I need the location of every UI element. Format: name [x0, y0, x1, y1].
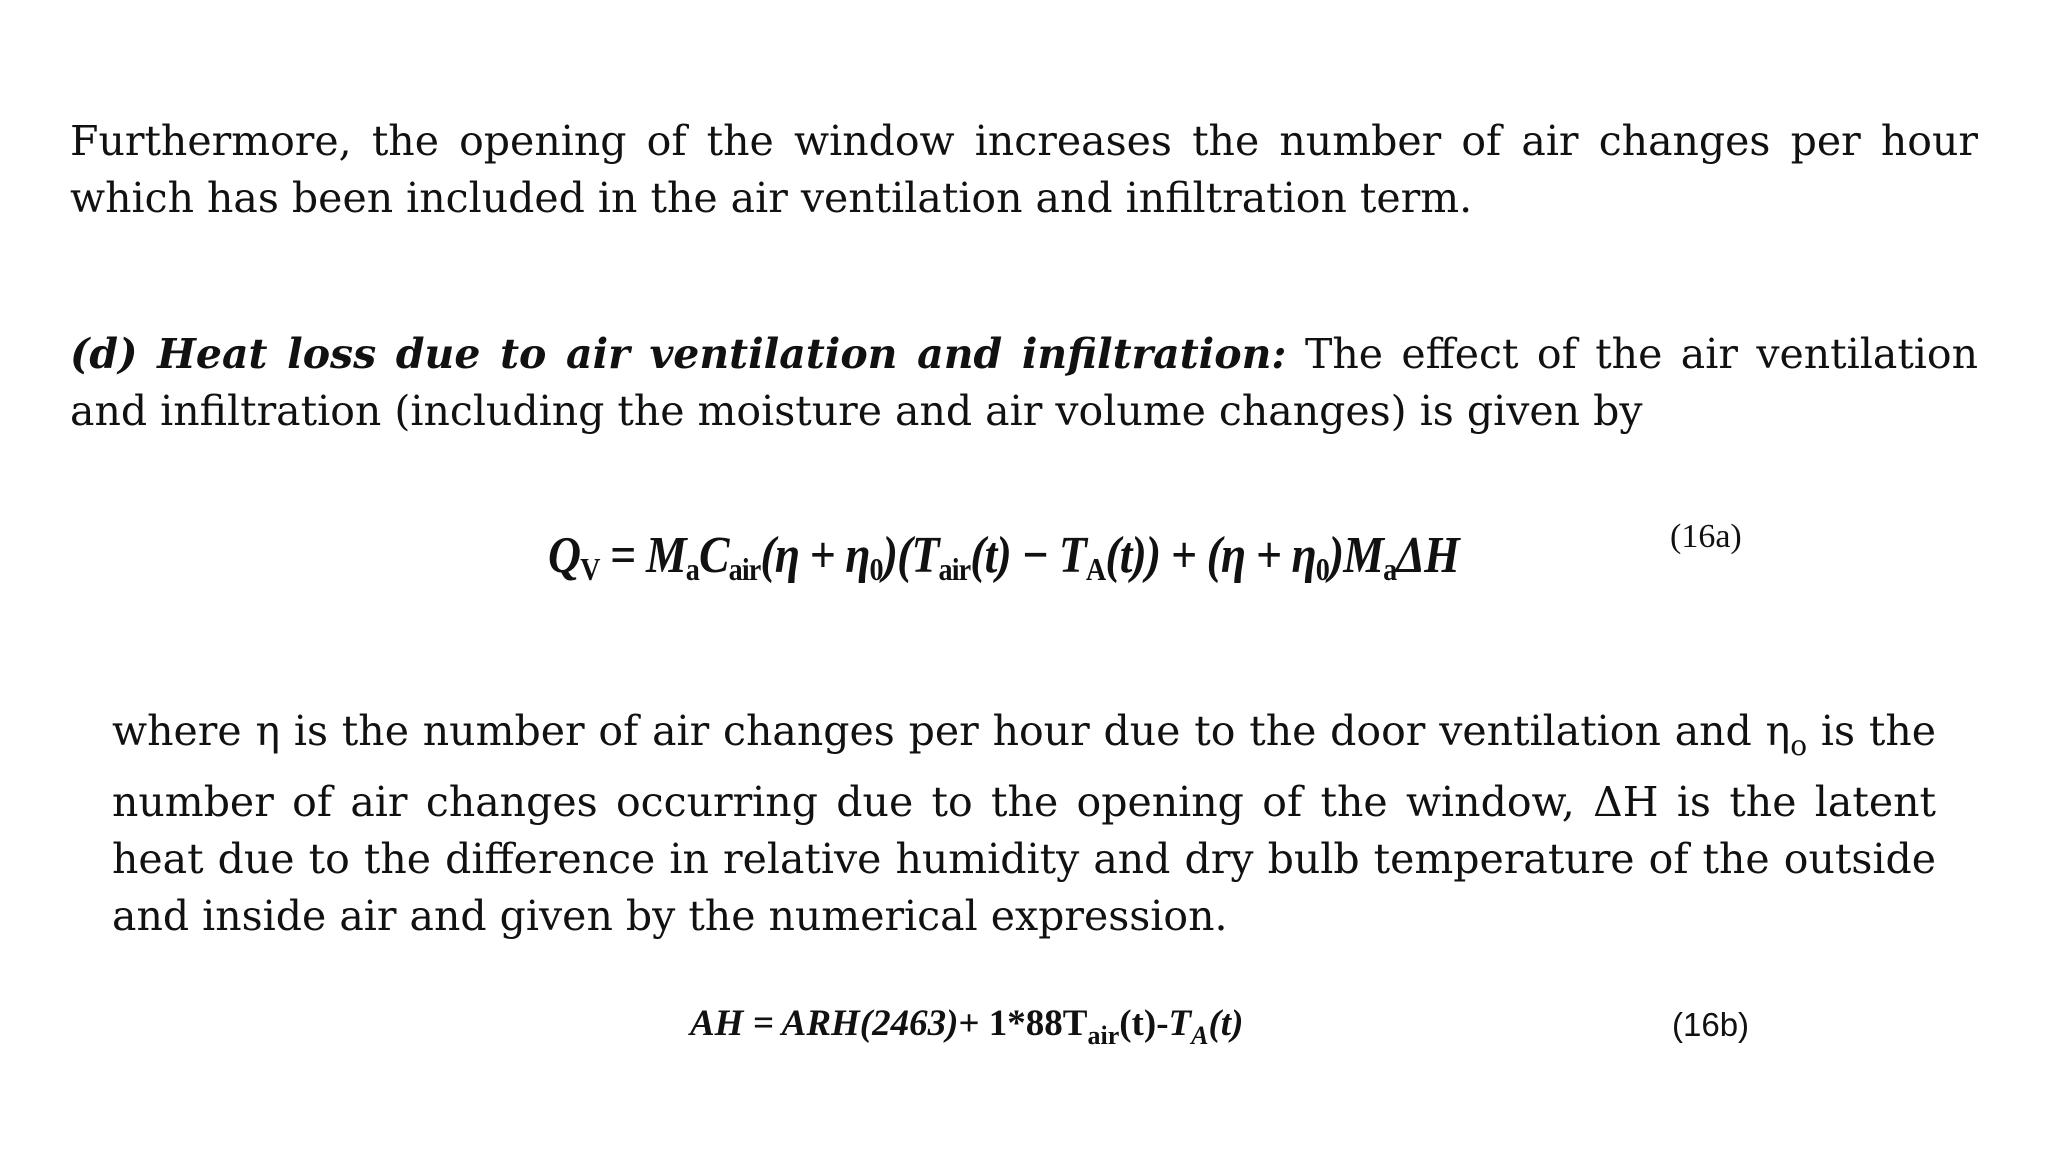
eq16b-arg: (t)- [1119, 1003, 1169, 1044]
eq-ta-arg: (t)) + (η + η [1105, 527, 1316, 584]
equation-16a [548, 526, 1459, 588]
eq-paren-2: ) [1328, 527, 1344, 584]
eq-ta-sub: A [1085, 551, 1106, 587]
eq-cair-sub: air [728, 551, 761, 587]
definition-text-1: where η is the number of air changes per hour due to the door ventilation and η [112, 707, 1791, 755]
eq-ma: M [645, 527, 686, 584]
eq-tair-arg: (t) − [970, 527, 1059, 584]
eq-eta0-sub: 0 [869, 551, 883, 587]
eq-ma-2: M [1343, 527, 1384, 584]
eq-tair: T [911, 527, 939, 584]
eq-eta-group: (η + η [760, 527, 870, 584]
heat-loss-paragraph [70, 326, 1978, 440]
eta-o-subscript: o [1790, 729, 1808, 762]
eq-qv: Q [548, 527, 581, 584]
definition-text-2: is the number of air changes occurring due to the opening of the window, ΔH is the latent heat due to the difference in relative humidity and dry bulb temperature of the outside and inside air and given by the numerical expression. [112, 707, 1936, 940]
eq-equals: = [599, 527, 646, 584]
eq-cair: C [698, 527, 729, 584]
eq16b-ta: T [1168, 1003, 1192, 1044]
equation-16b [690, 1002, 1243, 1051]
eq16b-a-sub: A [1191, 1021, 1209, 1050]
eq-eta0-sub-2: 0 [1315, 551, 1329, 587]
equation-number-16b: (16b) [1672, 1006, 1750, 1043]
intro-paragraph [70, 113, 1978, 227]
equation-number-16a: (16a) [1670, 518, 1742, 555]
intro-text: Furthermore, the opening of the window increases the number of air changes per hour which has been included in the air ventilation and infiltration term. [70, 117, 1978, 222]
eq16b-ta-arg: (t) [1208, 1003, 1244, 1044]
eq-delta-h: ΔH [1396, 527, 1459, 584]
eq-qv-sub: V [580, 551, 600, 587]
section-heading: (d) Heat loss due to air ventilation and infiltration: [70, 330, 1287, 378]
eq-ma-sub: a [685, 551, 699, 587]
eq-paren: )( [882, 527, 912, 584]
eq-ma-sub-2: a [1383, 551, 1397, 587]
eq16b-lhs: AH = ARH(2463) [690, 1003, 959, 1044]
definition-paragraph [112, 703, 1936, 945]
eq-ta: T [1058, 527, 1086, 584]
heat-loss-text: The effect of the air ventilation and infiltration (including the moisture and air volume changes) is given by [70, 330, 1979, 435]
eq16b-term: + 1*88T [958, 1003, 1088, 1044]
eq-tair-sub: air [938, 551, 971, 587]
eq16b-air-sub: air [1087, 1021, 1120, 1050]
